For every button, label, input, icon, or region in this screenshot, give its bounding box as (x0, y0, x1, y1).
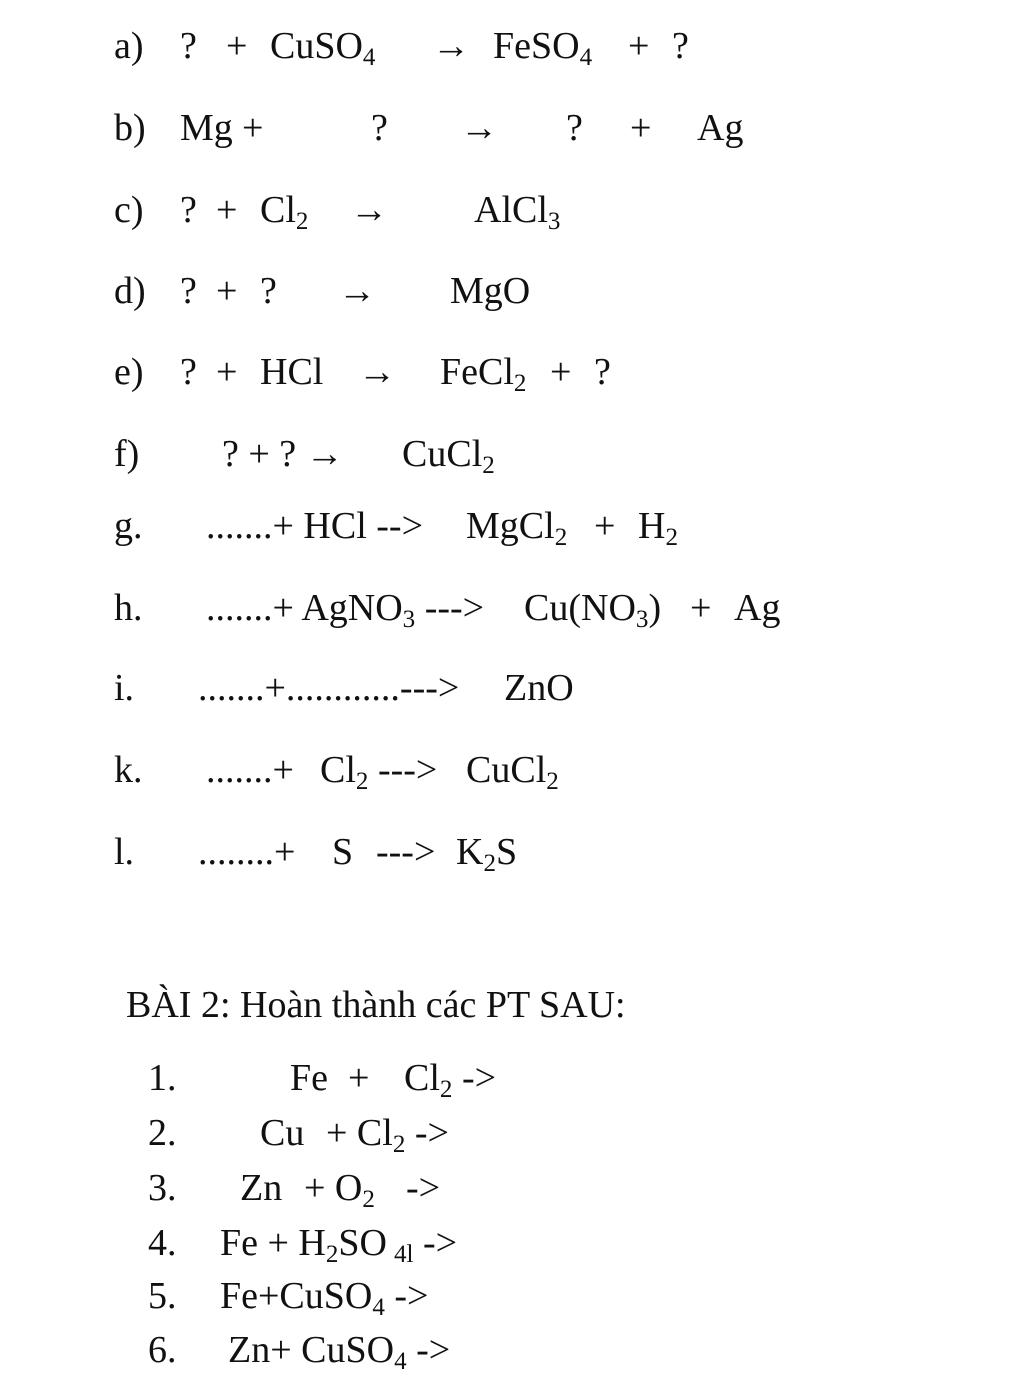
equation-term (198, 658, 459, 718)
equation-term (672, 16, 689, 76)
equation-label: 1. (148, 1057, 177, 1099)
equation-term (734, 578, 780, 638)
term-text: ? (594, 351, 611, 393)
equation-term (466, 496, 567, 556)
term-text: CuCl (402, 433, 483, 475)
term-subscript: 2 (513, 370, 527, 398)
term-text: MgCl (466, 505, 555, 547)
term-tail: SO (338, 1222, 387, 1264)
equation-term (332, 822, 353, 882)
equation-term (216, 261, 237, 321)
equation-label: c) (114, 189, 144, 231)
equation-term (460, 98, 498, 158)
term-text: + (628, 25, 650, 67)
term-text: Zn+ CuSO (228, 1329, 395, 1371)
term-subscript: 2 (546, 768, 559, 796)
exercise-1-equation-row (0, 658, 1024, 718)
equation-label: 5. (148, 1275, 177, 1317)
term-text: → (338, 270, 376, 312)
equation-term (180, 98, 233, 158)
term-text: FeCl (440, 351, 514, 393)
term-text: ? (180, 189, 197, 231)
term-tail: S (496, 831, 518, 873)
term-text: Zn (240, 1167, 283, 1209)
equation-term (228, 1320, 450, 1380)
term-subscript: 2 (392, 1131, 406, 1159)
equation-term (206, 740, 294, 800)
exercise-2-equation-row (0, 1103, 1024, 1163)
term-text: ? (371, 107, 388, 149)
exercise-2-equation-row (0, 1213, 1024, 1273)
term-text: + (216, 270, 238, 312)
equation-term (376, 822, 435, 882)
equation-term (240, 1158, 282, 1218)
equation-term (260, 180, 308, 240)
term-tail: ---> (415, 587, 485, 629)
term-text: → (350, 189, 388, 231)
term-text: Ag (734, 587, 781, 629)
equation-term (242, 98, 263, 158)
term-subscript: 4 (579, 44, 593, 72)
equation-term (260, 261, 277, 321)
equation-term (226, 16, 247, 76)
equation-label: 2. (148, 1112, 177, 1154)
term-tail: -> (405, 1112, 449, 1154)
equation-term (493, 16, 592, 76)
equation-term (594, 496, 615, 556)
equation-term (456, 822, 517, 882)
exercise-1-equation-row (0, 16, 1024, 76)
term-text: K (456, 831, 484, 873)
term-text: + (242, 107, 264, 149)
equation-term (198, 822, 295, 882)
equation-term (594, 342, 611, 402)
term-text: AlCl (474, 189, 548, 231)
term-text: + O (304, 1167, 363, 1209)
term-text: ? + ? → (222, 433, 344, 475)
term-text: Cl (260, 189, 296, 231)
equation-term (260, 342, 323, 402)
term-tail: -> (406, 1329, 451, 1371)
equation-term (206, 496, 423, 556)
term-tail: ---> (368, 749, 438, 791)
exercise-1-equation-row (0, 822, 1024, 882)
equation-term (450, 261, 530, 321)
exercise-2-heading: BÀI 2: Hoàn thành các PT SAU: (126, 984, 626, 1026)
equation-label: l. (114, 831, 135, 873)
equation-term (220, 1266, 429, 1326)
exercise-2-equation-row (0, 1266, 1024, 1326)
equation-term (350, 180, 388, 240)
equation-term (402, 424, 495, 484)
term-text: .......+ HCl --> (206, 505, 424, 547)
equation-term (566, 98, 583, 158)
equation-term (180, 180, 197, 240)
term-text: ........+ (198, 831, 296, 873)
term-text: Cl (404, 1057, 440, 1099)
equation-term (628, 16, 649, 76)
equation-label: 3. (148, 1167, 177, 1209)
equation-label: g. (114, 505, 143, 547)
term-text: + Cl (326, 1112, 393, 1154)
term-subscript: 2 (483, 850, 496, 878)
equation-label: k. (114, 749, 143, 791)
exercise-1-equation-row (0, 496, 1024, 556)
equation-term (320, 740, 437, 800)
equation-term (220, 1213, 387, 1273)
term-text: ---> (376, 831, 436, 873)
term-text: ? (180, 25, 197, 67)
term-subscript: 2 (554, 524, 568, 552)
exercise-1-equation-row (0, 578, 1024, 638)
equation-label: 4. (148, 1222, 177, 1264)
equation-term (432, 16, 470, 76)
equation-term (338, 261, 376, 321)
equation-term (638, 496, 678, 556)
term-subscript: 4 (372, 1294, 385, 1322)
exercise-2-equation-row (0, 1158, 1024, 1218)
exercise-1-equation-row (0, 342, 1024, 402)
equation-term (304, 1158, 375, 1218)
term-text: → (460, 107, 498, 149)
term-text: ? (180, 270, 197, 312)
term-text: MgO (450, 270, 531, 312)
term-tail: -> (452, 1057, 497, 1099)
equation-term (180, 261, 197, 321)
equation-term (404, 1048, 496, 1108)
equation-term (180, 16, 197, 76)
equation-term (690, 578, 711, 638)
term-text: → (358, 351, 396, 393)
term-text: + (216, 189, 238, 231)
term-text: -> (406, 1167, 441, 1209)
term-text: ? (260, 270, 277, 312)
term-text: Cl (320, 749, 356, 791)
equation-term (697, 98, 743, 158)
term-subscript: 4l (394, 1241, 414, 1269)
term-text: ZnO (504, 667, 574, 709)
term-text: + (690, 587, 712, 629)
exercise-1-equation-row (0, 261, 1024, 321)
equation-term (474, 180, 560, 240)
equation-term (206, 578, 484, 638)
term-text: Fe + H (220, 1222, 326, 1264)
term-subscript: 2 (665, 524, 678, 552)
equation-term (550, 342, 571, 402)
term-subscript: 2 (362, 1186, 375, 1214)
term-text: Fe+CuSO (220, 1275, 373, 1317)
term-subscript: 2 (325, 1241, 339, 1269)
term-text: H (638, 505, 666, 547)
term-text: ? (672, 25, 689, 67)
term-text: + (348, 1057, 370, 1099)
equation-term (440, 342, 526, 402)
equation-term (504, 658, 574, 718)
equation-term (394, 1213, 457, 1273)
equation-label: a) (114, 25, 144, 67)
equation-term (326, 1103, 449, 1163)
equation-term (216, 180, 237, 240)
term-subscript: 2 (482, 452, 495, 480)
equation-label: e) (114, 351, 144, 393)
term-text: Cu (260, 1112, 305, 1154)
term-subscript: 3 (402, 606, 416, 634)
equation-label: f) (114, 433, 140, 475)
equation-label: b) (114, 107, 146, 149)
term-text: Cu(NO (524, 587, 636, 629)
term-text: + (226, 25, 248, 67)
term-text: S (332, 831, 354, 873)
term-subscript: 2 (355, 768, 369, 796)
equation-term (466, 740, 559, 800)
term-text: + (216, 351, 238, 393)
equation-label: h. (114, 587, 143, 629)
exercise-1-equation-row (0, 98, 1024, 158)
equation-term (348, 1048, 369, 1108)
term-text: .......+ AgNO (206, 587, 403, 629)
equation-term (406, 1158, 440, 1218)
exercise-1-equation-row (0, 180, 1024, 240)
term-subscript: 2 (439, 1076, 453, 1104)
term-text: CuSO (270, 25, 363, 67)
equation-term (180, 342, 197, 402)
exercise-1-equation-row (0, 740, 1024, 800)
equation-term (524, 578, 661, 638)
equation-term (270, 16, 375, 76)
equation-term (216, 342, 237, 402)
term-text: .......+............---> (198, 667, 460, 709)
equation-label: d) (114, 270, 146, 312)
term-text: + (594, 505, 616, 547)
term-text: FeSO (493, 25, 580, 67)
term-subscript: 4 (394, 1348, 407, 1376)
term-text: Mg (180, 107, 233, 149)
equation-term (630, 98, 651, 158)
equation-label: 6. (148, 1329, 177, 1371)
term-subscript: 2 (295, 208, 309, 236)
term-text: HCl (260, 351, 324, 393)
term-subscript: 3 (547, 208, 561, 236)
term-text: .......+ (206, 749, 294, 791)
term-text: CuCl (466, 749, 547, 791)
term-text: Ag (697, 107, 744, 149)
term-text: → (432, 25, 470, 67)
equation-label: i. (114, 667, 135, 709)
equation-term (222, 424, 344, 484)
term-tail: -> (413, 1222, 458, 1264)
equation-term (260, 1103, 304, 1163)
term-subscript: 4 (362, 44, 376, 72)
term-text: + (630, 107, 652, 149)
term-text: ? (566, 107, 583, 149)
exercise-1-equation-row (0, 424, 1024, 484)
equation-term (371, 98, 388, 158)
term-tail: -> (384, 1275, 429, 1317)
exercise-2-equation-row (0, 1048, 1024, 1108)
term-subscript: 3 (635, 606, 649, 634)
equation-term (358, 342, 396, 402)
term-text: Fe (290, 1057, 328, 1099)
exercise-2-equation-row (0, 1320, 1024, 1380)
equation-term (290, 1048, 328, 1108)
term-text: ? (180, 351, 197, 393)
term-tail: ) (648, 587, 662, 629)
term-text: + (550, 351, 572, 393)
